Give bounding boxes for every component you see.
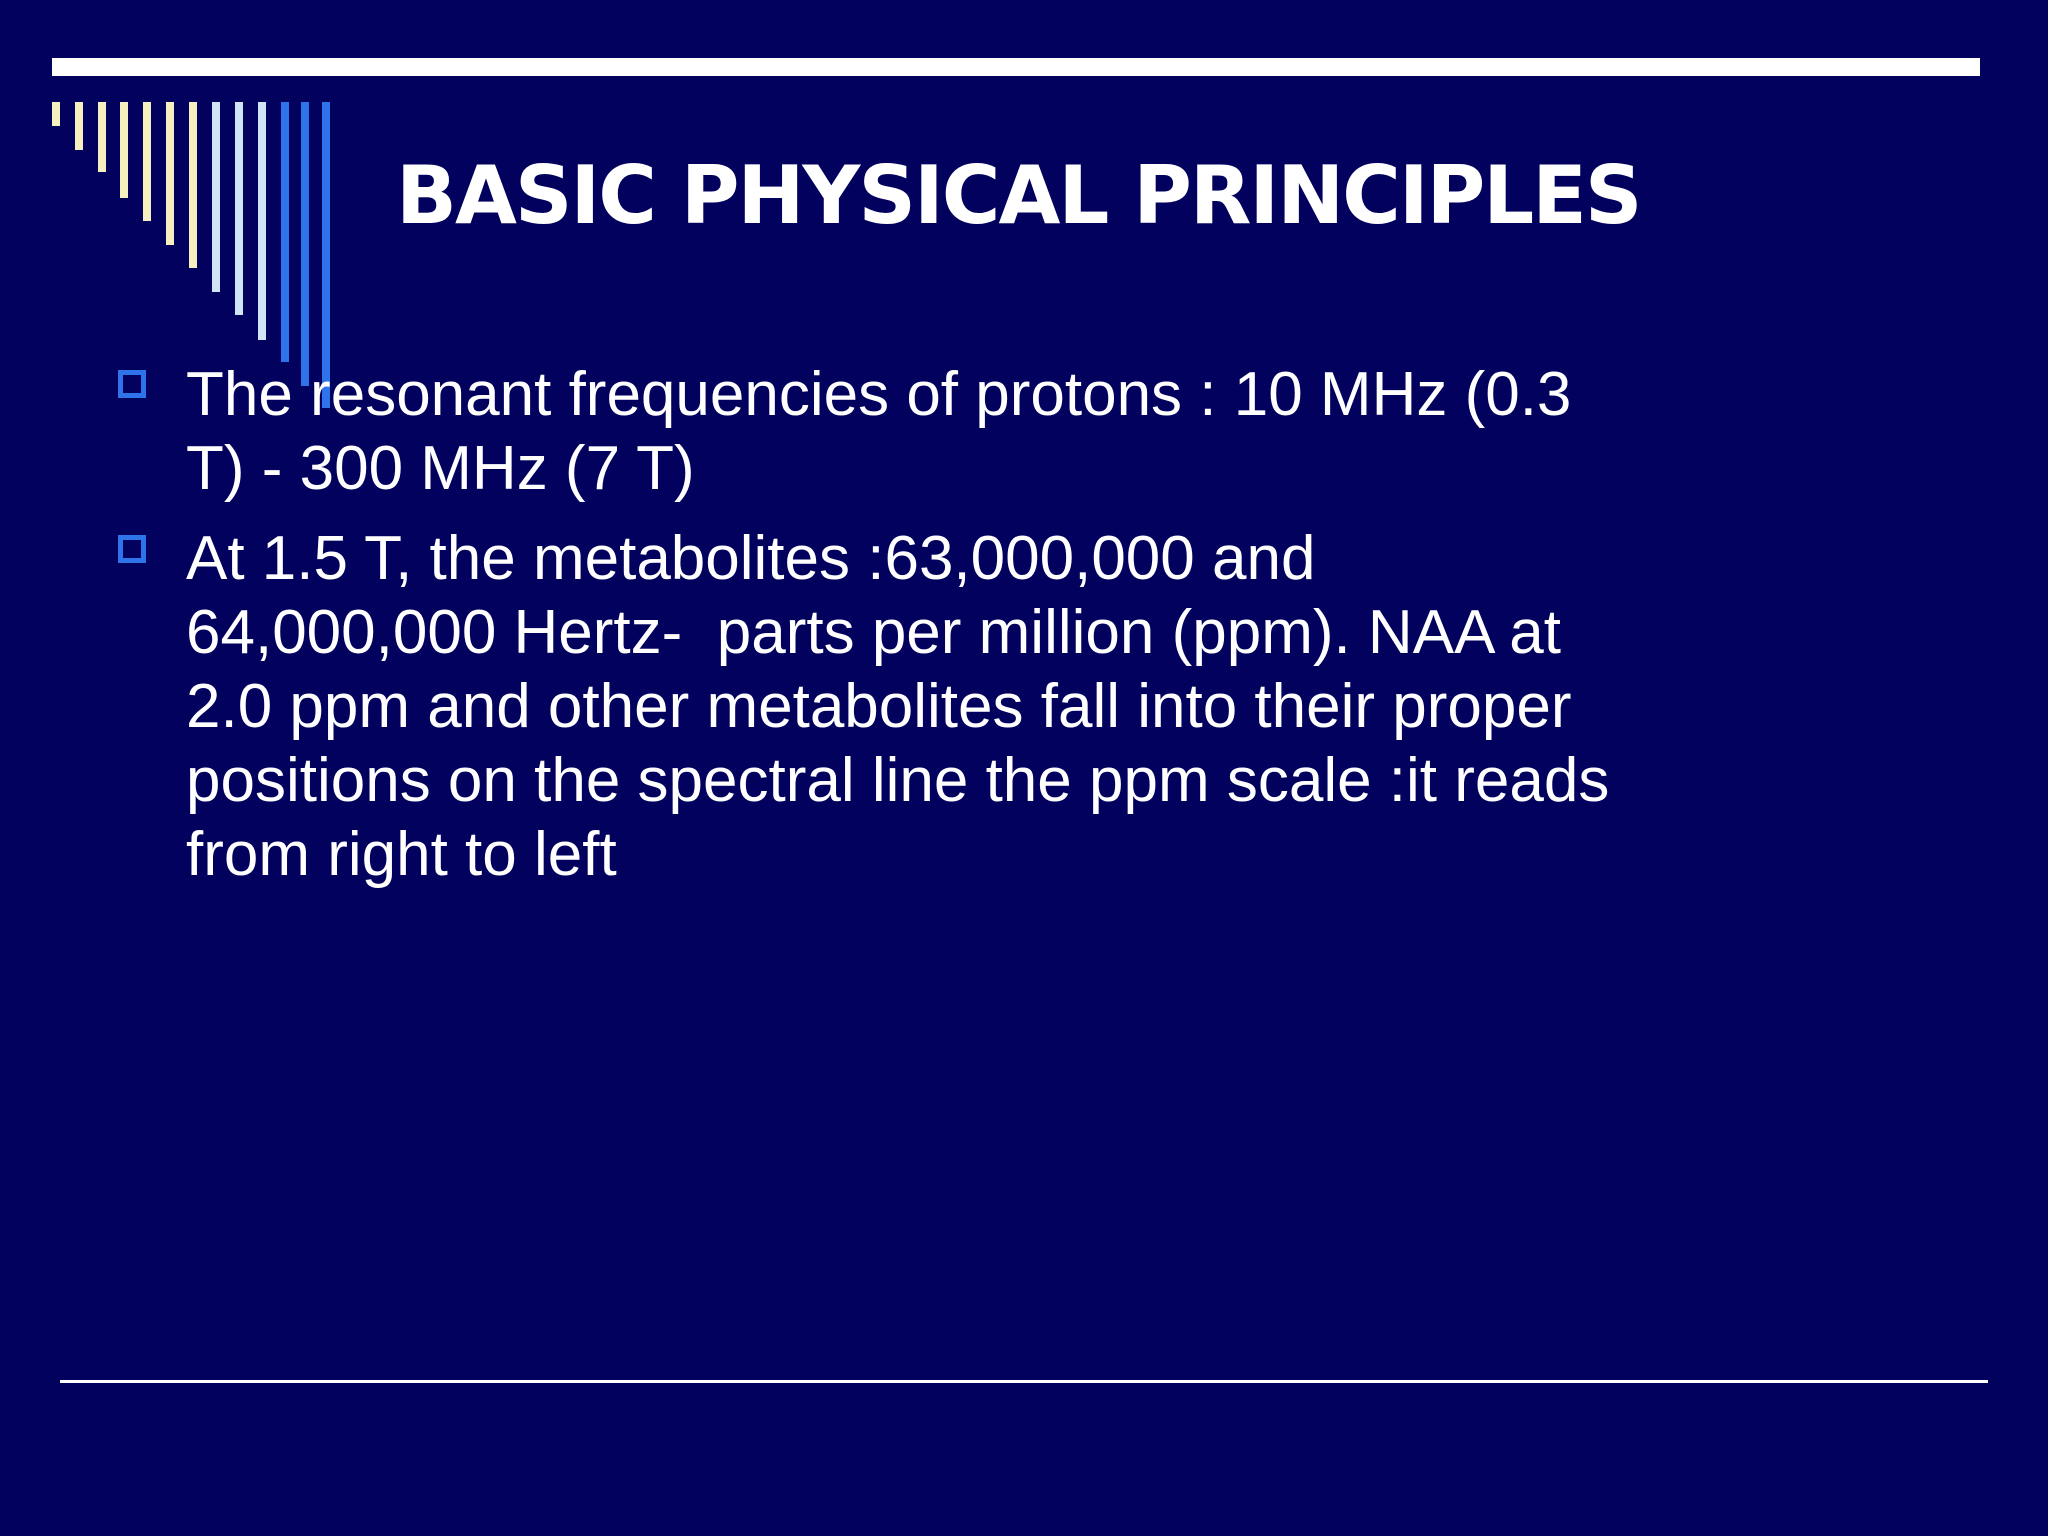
slide-title: BASIC PHYSICAL PRINCIPLES xyxy=(396,149,1641,242)
bullet-line: At 1.5 T, the metabolites :63,000,000 and xyxy=(186,524,1316,593)
bullet-text xyxy=(186,522,1806,892)
bullet-line: positions on the spectral line the ppm scale :it reads xyxy=(186,746,1610,815)
stripe xyxy=(301,102,309,386)
hollow-square-bullet-icon xyxy=(118,370,146,398)
stripe xyxy=(75,102,83,150)
stripe xyxy=(235,102,243,315)
stripe xyxy=(98,102,106,172)
bullet-line: T) - 300 MHz (7 T) xyxy=(186,434,695,503)
bullet-line: from right to left xyxy=(186,820,617,889)
bullet-line: 2.0 ppm and other metabolites fall into their proper xyxy=(186,672,1572,741)
bullet-line: 64,000,000 Hertz- parts per million (ppm). NAA at xyxy=(186,598,1561,667)
bullet-line: The resonant frequencies of protons : 10 MHz (0.3 xyxy=(186,360,1572,429)
bottom-rule xyxy=(60,1380,1988,1383)
stripe xyxy=(281,102,289,362)
stripe xyxy=(189,102,197,268)
stripe xyxy=(143,102,151,221)
top-rule xyxy=(52,58,1980,76)
stripe xyxy=(120,102,128,198)
stripe xyxy=(52,102,60,126)
hollow-square-bullet-icon xyxy=(118,535,146,563)
stripe xyxy=(166,102,174,245)
stripe xyxy=(212,102,220,292)
bullet-text xyxy=(186,358,1806,506)
stripe xyxy=(258,102,266,340)
